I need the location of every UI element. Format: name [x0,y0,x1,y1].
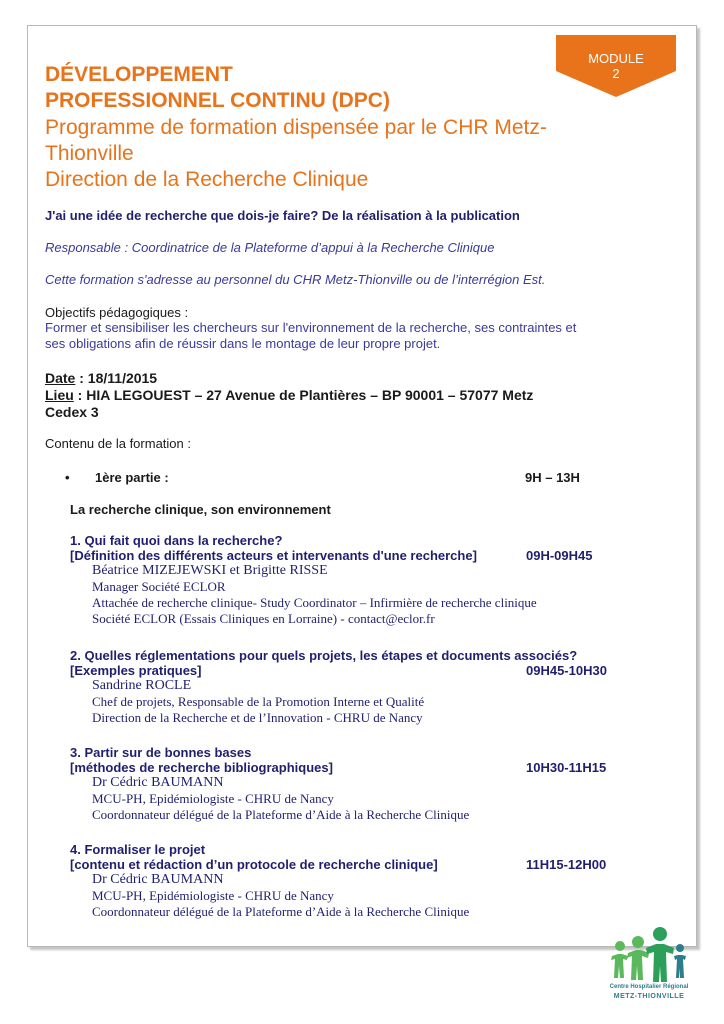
module-number: 2 [612,66,620,81]
speaker-info: Coordonnateur délégué de la Plateforme d’Aide à la Recherche Clinique [92,904,470,919]
speaker-info: MCU-PH, Epidémiologiste - CHRU de Nancy [92,888,334,903]
lieu-label: Lieu [45,387,74,403]
module-line1: MODULE [588,51,644,66]
item-detail: [contenu et rédaction d’un protocole de recherche clinique] [70,857,438,872]
date-label: Date [45,370,76,386]
subtitle-line1: Programme de formation dispensée par le CHR Metz- [45,116,547,139]
objectives-body [45,320,665,352]
speaker-info: Manager Société ECLOR [92,579,226,594]
item-detail: [méthodes de recherche bibliographiques] [70,760,333,775]
page-title [45,62,390,114]
contenu-heading: Contenu de la formation : [45,436,191,451]
item-question: 1. Qui fait quoi dans la recherche? [70,533,283,548]
speaker-info: MCU-PH, Epidémiologiste - CHRU de Nancy [92,791,334,806]
item-detail-row [70,857,670,872]
item-detail: [Définition des différents acteurs et intervenants d'une recherche] [70,548,477,563]
lieu-row [45,387,645,404]
subtitle-line3: Direction de la Recherche Clinique [45,168,369,191]
audience-text: Cette formation s'adresse au personnel du CHR Metz-Thionville ou de l’interrégion Est. [45,272,546,287]
event-info [45,370,645,421]
item-time: 09H-09H45 [526,548,593,563]
page-subtitle [45,115,645,193]
date-row [45,370,645,387]
item-time: 09H45-10H30 [526,663,607,678]
item-time: 10H30-11H15 [526,760,607,775]
speaker-info: Attachée de recherche clinique- Study Coordinator – Infirmière de recherche clinique [92,595,537,610]
program-item-3 [70,745,670,823]
item-detail-row [70,663,670,678]
module-badge [556,35,676,97]
subtitle-line2: Thionville [45,142,134,165]
logo-text-line1: Centre Hospitalier Régional [609,984,689,990]
item-time: 11H15-12H00 [526,857,607,872]
item-detail: [Exemples pratiques] [70,663,202,678]
speaker-info: Coordonnateur délégué de la Plateforme d’Aide à la Recherche Clinique [92,807,470,822]
speaker-name: Sandrine ROCLE [92,678,192,693]
speaker-info: Société ECLOR (Essais Cliniques en Lorraine) - contact@eclor.fr [92,611,435,626]
title-line1: DÉVELOPPEMENT [45,63,233,86]
program-item-1 [70,533,670,627]
responsable-text: Responsable : Coordinatrice de la Plateforme d’appui à la Recherche Clinique [45,240,495,255]
item-question: 2. Quelles réglementations pour quels projets, les étapes et documents associés? [70,648,578,663]
part-time: 9H – 13H [525,470,580,485]
title-line2: PROFESSIONNEL CONTINU (DPC) [45,89,390,112]
course-title: J'ai une idée de recherche que dois-je faire? De la réalisation à la publication [45,208,520,223]
item-question: 4. Formaliser le projet [70,842,206,857]
lieu-value: : HIA LEGOUEST – 27 Avenue de Plantières – BP 90001 – 57077 Metz [73,387,534,403]
speaker-name: Dr Cédric BAUMANN [92,872,224,887]
date-value: : 18/11/2015 [75,370,158,386]
module-label [556,51,676,81]
section-title: La recherche clinique, son environnement [70,502,331,517]
program-item-4 [70,842,670,920]
speaker-info: Direction de la Recherche et de l’Innovation - CHRU de Nancy [92,710,423,725]
objectives-line2: ses obligations afin de réussir dans le montage de leur propre projet. [45,336,441,351]
lieu-value-line2: Cedex 3 [45,404,99,420]
item-detail-row [70,548,670,563]
bullet-icon: • [65,470,70,485]
program-item-2 [70,648,670,726]
item-detail-row [70,760,670,775]
objectives-line1: Former et sensibiliser les chercheurs sur l'environnement de la recherche, ses contraintes et [45,320,577,335]
objectives-heading: Objectifs pédagogiques : [45,305,189,320]
speaker-info: Chef de projets, Responsable de la Promotion Interne et Qualité [92,694,425,709]
people-logo-icon [600,920,695,1015]
speaker-name: Béatrice MIZEJEWSKI et Brigitte RISSE [92,563,328,578]
logo-text-line2: METZ-THIONVILLE [613,993,685,1000]
item-question: 3. Partir sur de bonnes bases [70,745,252,760]
speaker-name: Dr Cédric BAUMANN [92,775,224,790]
part-label: 1ère partie : [95,470,169,485]
